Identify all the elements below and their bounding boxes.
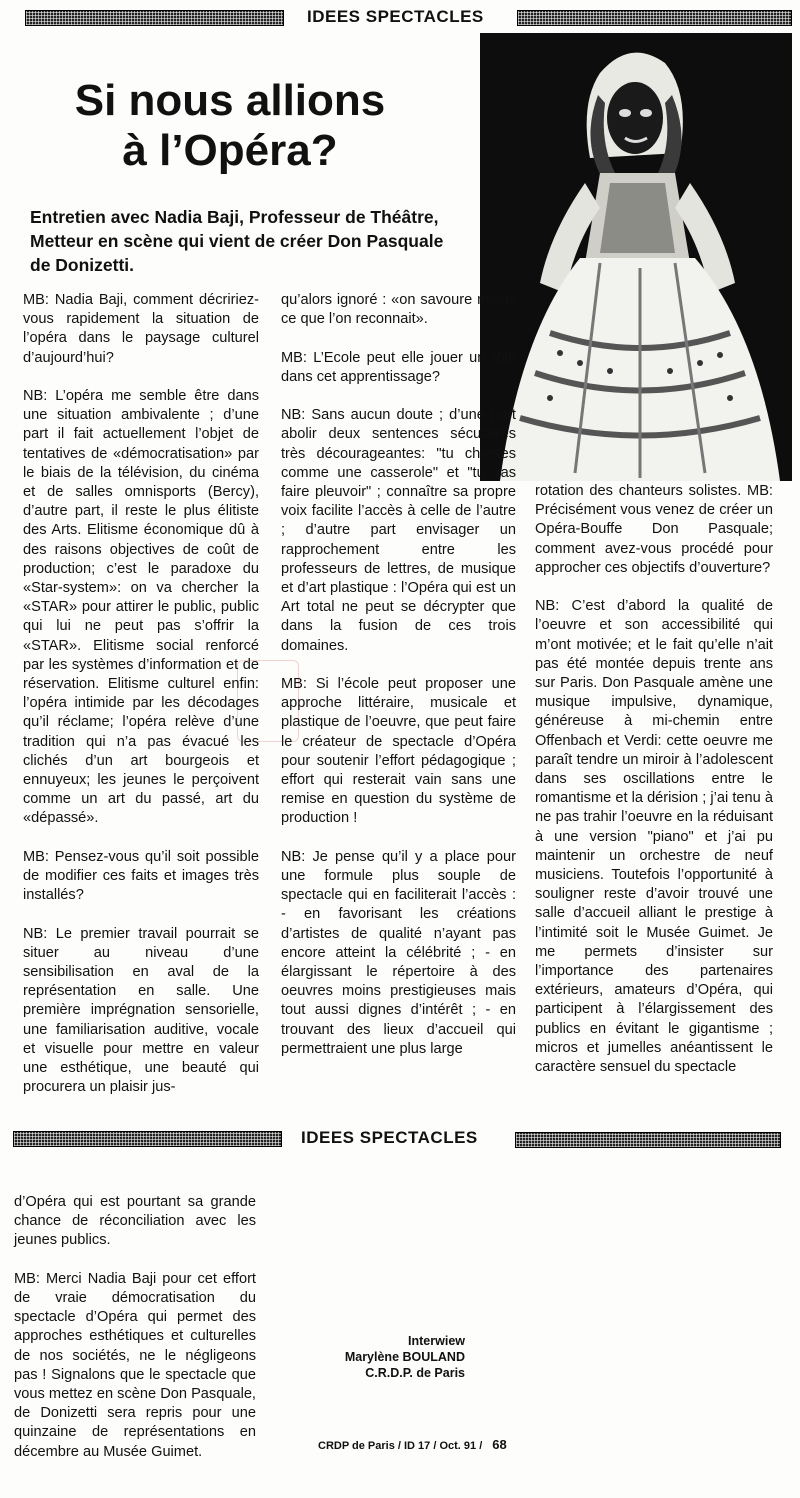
header-bar-right [517,10,792,26]
paragraph: NB: C’est d’abord la qualité de l’oeuvre et son accessibilité qui m’ont motivée; et le fait qu’elle n’ait pas été montée depuis trente ans sur Paris. Don Pasquale amène une musique impulsive, dynamique, généreuse à mi-chemin entre Offenbach et Verdi: cette oeuvre me paraît tendre un miroir à l’adolescent dans ses oscillations entre le romantisme et la dérision ; j’ai tenu à ne pas trahir l’oeuvre en la réduisant à une version "piano" et j’ai pu maintenir un orchestre de neuf musiciens. Toutefois l’opportunité à souligner reste d’avoir trouvé une salle d’accueil alliant le prestige à l’intimité soit le Musée Guimet. Je me permets d’insister sur l’importance des partenaires extérieurs, amateurs d’Opéra, qui participent à l’élargissement des publics en évitant le gigantisme ; micros et jumelles anéantissent le caractère sensuel du spectacle [535,598,773,1076]
opera-singer-photo [480,33,792,481]
paragraph: NB: Le premier travail pourrait se situer au niveau d’une sensibilisation en aval de la représentation en salle. Une première imprégnation sensorielle, une familiarisation auditive, vocale et visuelle pour mettre en valeur une esthétique, une beauté qui procurera un plaisir jus- [23,925,259,1096]
singer-illustration [480,33,792,481]
paragraph: NB: L’opéra me semble être dans une situation ambivalente ; d’une part il fait actuellement l’objet de tentatives de «démocratisation» par le biais de la télévision, du cinéma et de salles omnisports (Bercy), d’autre part, il reste le plus élitiste des Arts. Elitisme économique dû à des raisons objectives de coût de production; c’est le paradoxe du «Star-system»: on va chercher la «STAR» pour attirer le public, public qui lui ne peut pas s’offrir la «STAR». Elitisme social renforcé par les systèmes d’information et de réservation. Elitisme culturel enfin: l’opéra intimide par les décodages qu’il réclame; l’opéra relève d’une tradition qui n’a pas évacué les clichés d’un art bourgeois et ennuyeux; les jeunes le perçoivent comme un art du passé, art du «dépassé». [23,388,259,827]
paragraph: qu’alors ignoré : «on savoure mieux ce que l’on reconnait». [281,292,516,328]
credit-line-2: Marylène BOULAND [344,1350,465,1364]
text-column-2 [281,291,516,1078]
paragraph: rotation des chanteurs solistes. MB: Précisément vous venez de créer un Opéra-Bouffe Don Pasquale; comment avez-vous procédé pour approcher ces objectifs d’ouverture? [535,483,773,576]
text-column-4 [14,1193,256,1481]
header-bar-left-2 [13,1131,282,1147]
paragraph: MB: Si l’école peut proposer une approche littéraire, musicale et plastique de l’oeuvre, que peut faire le créateur de spectacle d’Opéra pour soutenir l’effort pédagogique ; effort qui resterait vain sans une remise en question du système de production ! [281,676,516,827]
paragraph: MB: Pensez-vous qu’il soit possible de modifier ces faits et images très installés? [23,848,259,904]
text-column-1 [23,291,259,1117]
paragraph: NB: Je pense qu’il y a place pour une formule plus souple de spectacle qui en faciliterait l’accès : - en favorisant les créations d’artistes de qualité n’ayant pas encore atteint la célébrité ; - en élargissant le répertoire à des oeuvres moins prestigieuses mais tout aussi dignes d’intérêt ; - en trouvant des lieux d’accueil qui permettraient une plus large [281,848,516,1057]
page-footer [318,1437,507,1452]
article-title [30,76,430,176]
section-title-bottom: IDEES SPECTACLES [301,1128,478,1147]
credit-line-1: Interwiew [408,1334,465,1348]
interview-credit [305,1333,465,1381]
footer-source: CRDP de Paris / ID 17 / Oct. 91 / [318,1440,483,1452]
article-title-line1: Si nous allions [74,76,386,125]
paragraph: MB: L’Ecole peut elle jouer un rôle dans cet apprentissage? [281,349,516,385]
credit-line-3: C.R.D.P. de Paris [365,1366,465,1380]
article-lead: Entretien avec Nadia Baji, Professeur de Théâtre, Metteur en scène qui vient de créer Don Pasquale de Donizetti. [30,207,444,275]
text-column-3 [535,482,773,1096]
page-number: 68 [492,1437,507,1452]
header-bar-left [25,10,284,26]
header-bar-right-2 [515,1132,781,1148]
paragraph: MB: Nadia Baji, comment décririez-vous rapidement la situation de l’opéra dans le paysage culturel d’aujourd’hui? [23,292,259,366]
paragraph: MB: Merci Nadia Baji pour cet effort de vraie démocratisation du spectacle d’Opéra qui permet des approches esthétiques et culturelles de nos sociétés, ne le négligeons pas ! Signalons que le spectacle que vous mettez en scène Don Pasquale, de Donizetti sera repris pour une quinzaine de représentations en décembre au Musée Guimet. [14,1270,256,1460]
section-title-top: IDEES SPECTACLES [307,7,484,26]
paragraph: NB: Sans aucun doute ; d’une part abolir deux sentences séculaires très décourageantes: "tu chantes comme une casserole" et "tu vas faire pleuvoir" ; connaître sa propre voix facilite l’accès à celle de l’autre ; d’autre part envisager un rapprochement entre les professeurs de lettres, de musique et d’art plastique : l’Opéra qui est un Art total ne peut se décrypter que dans la fusion de ces trois domaines. [281,407,516,654]
article-title-line2: à l’Opéra? [122,126,338,175]
paragraph: d’Opéra qui est pourtant sa grande chance de réconciliation avec les jeunes publics. [14,1194,256,1249]
